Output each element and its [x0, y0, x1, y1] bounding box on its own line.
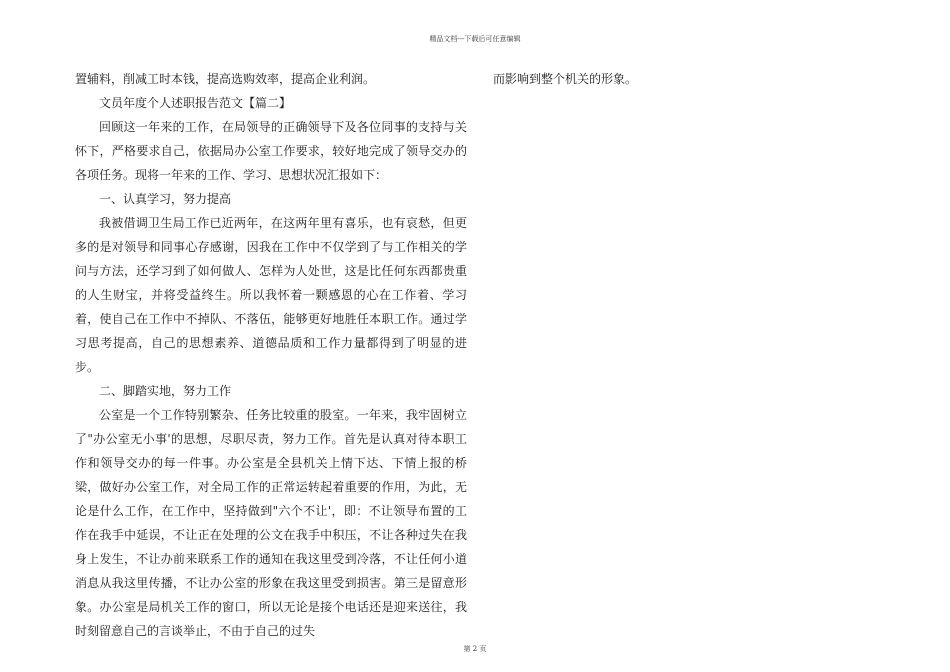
heading-study: 一、认真学习，努力提高	[99, 192, 232, 206]
paragraph-intro: 回顾这一年来的工作，在局领导的正确领导下及各位同事的支持与关怀下，严格要求自己，依据局办公室工作要求，较好地完成了领导交办的各项任务。现将一年来的工作、学习、思想状况汇报如下：	[75, 120, 467, 182]
paragraph-work: 公室是一个工作特别繁杂、任务比较重的股室。一年来，我牢固树立了"办公室无小事'的思想，尽职尽责，努力工作。首先是认真对待本职工作和领导交办的每一件事。办公室是全县机关上情下达、下情上报的桥梁，做好办公室工作，对全局工作的正常运转起着重要的作用，为此，无论是什么工作，在工作中，坚持做到"六个不让'，即：不让领导布置的工作在我手中延误，不让正在处理的公文在我手中积压，不让各种过失在我身上发生，不让办前来联系工作的通知在我这里受到冷落，不让任何小道消息从我这里传播，不让办公室的形象在我这里受到损害。第三是留意形象。办公室是局机关工作的窗口，所以无论是接个电话还是迎来送往，我时刻留意自己的言谈举止，不由于自己的过失	[75, 408, 467, 638]
page-header: 精品文档---下载后可任意编辑	[429, 35, 521, 43]
left-column	[75, 67, 467, 643]
paragraph-continued-right: 而影响到整个机关的形象。	[493, 72, 638, 86]
right-column	[493, 67, 873, 91]
heading-work: 二、脚踏实地，努力工作	[99, 384, 232, 398]
paragraph-continued: 置辅料，削减工时本钱，提高选购效率，提高企业利润。	[75, 72, 376, 86]
paragraph-study: 我被借调卫生局工作已近两年，在这两年里有喜乐，也有哀愁，但更多的是对领导和同事心存感谢，因我在工作中不仅学到了与工作相关的学问与方法，还学习到了如何做人、怎样为人处世，这是比任何东西都贵重的人生财宝，并将受益终生。所以我怀着一颗感恩的心在工作着、学习着，使自己在工作中不掉队、不落伍，能够更好地胜任本职工作。通过学习思考提高，自己的思想素养、道德品质和工作力量都得到了明显的进步。	[75, 216, 467, 374]
page-footer: 第 2 页	[463, 645, 487, 653]
section-title: 文员年度个人述职报告范文【篇二】	[99, 96, 292, 110]
